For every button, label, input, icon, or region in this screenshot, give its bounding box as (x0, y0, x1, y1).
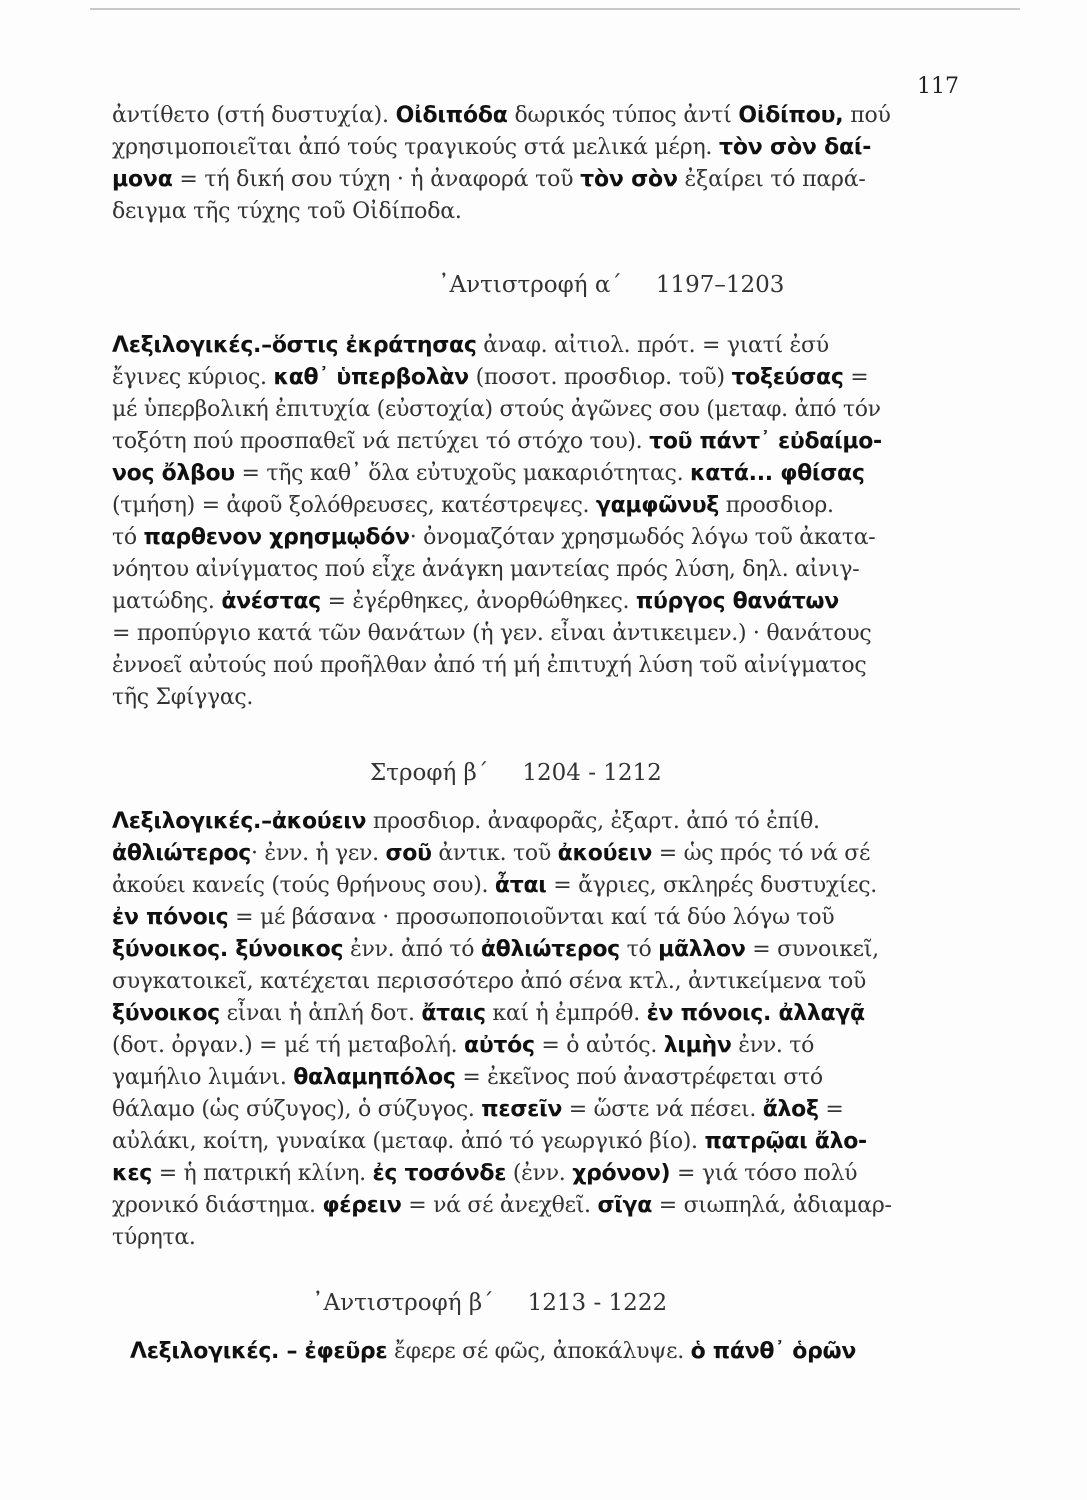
text-line (112, 1158, 942, 1190)
text-run: θάλαμο (ὡς σύζυγος), ὁ σύζυγος. (112, 1097, 482, 1122)
text-run: = ἄγριες, σκληρές δυστυχίες. (546, 873, 877, 898)
text-run: (δοτ. ὀργαν.) = μέ τή μεταβολή. (112, 1033, 465, 1058)
text-run: ἔγινες κύριος. (112, 365, 274, 390)
text-run: ἀντίθετο (στή δυστυχία). (112, 103, 396, 128)
text-run: προσδιορ. (718, 493, 834, 518)
text-line (112, 132, 942, 164)
text-run: τύρητα. (112, 1225, 196, 1250)
bold-term: ἀκούειν (271, 809, 367, 834)
text-line (112, 1030, 942, 1062)
bold-term: ἀνέστας (221, 589, 321, 614)
text-run: ματώδης. (112, 589, 222, 614)
text-run: πού (843, 103, 891, 128)
text-run: · ἐνν. ἡ γεν. (251, 841, 386, 866)
text-run: ἔφερε σέ φῶς, ἀποκάλυψε. (387, 1339, 691, 1364)
bold-term: τὸν σὸν (580, 167, 678, 192)
text-line (130, 1336, 960, 1368)
heading-label: ᾿Αντιστροφή β΄ (312, 1290, 494, 1316)
text-run: δωρικός τύπος ἀντί (507, 103, 739, 128)
text-run: μέ ὑπερβολική ἐπιτυχία (εὐστοχία) στούς ἀγῶνες σου (μεταφ. ἀπό τόν (112, 397, 881, 422)
text-line (112, 870, 942, 902)
text-run: = (843, 365, 869, 390)
text-run: = συνοικεῖ, (745, 937, 879, 962)
section-heading-antistrophe-b (312, 1290, 667, 1316)
text-line (112, 426, 942, 458)
bold-term: πατρῷαι ἄλο- (704, 1129, 867, 1154)
bold-term: καθ᾿ ὑπερβολὰν (273, 365, 469, 390)
bold-term: ὁ πάνθ᾿ ὁρῶν (690, 1339, 857, 1364)
section-heading-antistrophe-a (438, 272, 784, 298)
text-run: = ὥστε νά πέσει. (562, 1097, 763, 1122)
bold-term: νος ὄλβου (112, 461, 235, 486)
bold-term: Λεξιλογικές.– (112, 809, 272, 834)
text-run: ἀντικ. τοῦ (431, 841, 558, 866)
text-line (112, 1062, 942, 1094)
bold-term: ἐς τοσόνδε (372, 1161, 507, 1186)
bold-term: τὸν σὸν δαί- (719, 135, 872, 160)
page-number: 117 (917, 74, 959, 99)
paragraph-intro (112, 100, 942, 228)
text-line (112, 966, 942, 998)
text-run: συγκατοικεῖ, κατέχεται περισσότερο ἀπό σένα κτλ., ἀντικείμενα τοῦ (112, 969, 866, 994)
text-run: δειγμα τῆς τύχης τοῦ Οἰδίποδα. (112, 199, 462, 224)
text-line (112, 458, 942, 490)
text-run: εἶναι ἡ ἁπλή δοτ. (219, 1001, 422, 1026)
bold-term: μᾶλλον (658, 937, 746, 962)
text-line (112, 1190, 942, 1222)
text-run: τοξότη πού προσπαθεῖ νά πετύχει τό στόχο του). (112, 429, 650, 454)
heading-line-range: 1213 - 1222 (527, 1290, 668, 1316)
bold-term: ξύνοικος. ξύνοικος (112, 937, 344, 962)
bold-term: Οἰδιπόδα (395, 103, 508, 128)
bold-term: μονα (112, 167, 173, 192)
bold-term: κες (112, 1161, 153, 1186)
text-run: ἀναφ. αἰτιολ. πρότ. = γιατί ἐσύ (476, 333, 829, 358)
bold-term: κατά... φθίσας (689, 461, 865, 486)
text-run: αὐλάκι, κοίτη, γυναίκα (μεταφ. ἀπό τό γεωργικό βίο). (112, 1129, 705, 1154)
heading-line-range: 1197–1203 (655, 272, 785, 298)
bold-term: Λεξιλογικές. – (130, 1339, 305, 1364)
paragraph-lexical-antistrophe-a (112, 330, 942, 714)
text-run: = τή δική σου τύχη · ἡ ἀναφορά τοῦ (172, 167, 581, 192)
bold-term: ξύνοικος (112, 1001, 220, 1026)
bold-term: παρθενον χρησμῳδόν (143, 525, 410, 550)
bold-term: θαλαμηπόλος (293, 1065, 456, 1090)
text-line (112, 1094, 942, 1126)
top-edge-rule (90, 8, 1020, 10)
text-line (112, 490, 942, 522)
heading-line-range: 1204 - 1212 (522, 760, 662, 786)
text-line (112, 1222, 942, 1254)
text-run: τό (112, 525, 144, 550)
bold-term: τοξεύσας (731, 365, 844, 390)
text-line (112, 164, 942, 196)
text-run: = μέ βάσανα · προσωποποιοῦνται καί τά δύο λόγω τοῦ (228, 905, 835, 930)
bold-term: Λεξιλογικές.– (112, 333, 272, 358)
text-run: = (818, 1097, 844, 1122)
text-run: (τμήση) = ἀφοῦ ξολόθρευσες, κατέστρεψες. (112, 493, 596, 518)
bold-term: ἐν πόνοις (112, 905, 229, 930)
bold-term: φέρειν (322, 1193, 402, 1218)
text-run: τό (619, 937, 659, 962)
bold-term: γαμφῶνυξ (595, 493, 719, 518)
bold-term: ἀθλιώτερος (112, 841, 252, 866)
text-line (112, 682, 942, 714)
text-line (112, 196, 942, 228)
text-run: ἐνν. ἀπό τό (343, 937, 481, 962)
text-run: = ἡ πατρική κλίνη. (152, 1161, 373, 1186)
text-line (112, 902, 942, 934)
text-run: = ὡς πρός τό νά σέ (652, 841, 871, 866)
text-run: ἐξαίρει τό παρά- (677, 167, 866, 192)
text-line (112, 522, 942, 554)
bold-term: λιμὴν (663, 1033, 732, 1058)
heading-label: ᾿Αντιστροφή α΄ (438, 272, 622, 298)
text-line (112, 394, 942, 426)
bold-term: χρόνον) (572, 1161, 671, 1186)
text-run: χρονικό διάστημα. (112, 1193, 323, 1218)
text-line (112, 362, 942, 394)
text-run: γαμήλιο λιμάνι. (112, 1065, 294, 1090)
text-run: τῆς Σφίγγας. (112, 685, 254, 710)
text-line (112, 1126, 942, 1158)
bold-term: ἐφεῦρε (304, 1339, 388, 1364)
bold-term: τοῦ πάντ᾿ εὐδαίμο- (649, 429, 882, 454)
heading-label: Στροφή β΄ (370, 760, 489, 786)
bold-term: πύργος θανάτων (635, 589, 839, 614)
text-line (112, 838, 942, 870)
text-line (112, 998, 942, 1030)
text-run: ἀκούει κανείς (τούς θρήνους σου). (112, 873, 495, 898)
text-run: = σιωπηλά, ἀδιαμαρ- (652, 1193, 892, 1218)
text-run: ἐνν. τό (731, 1033, 815, 1058)
text-run: = ὁ αὐτός. (534, 1033, 664, 1058)
paragraph-lexical-strophe-b (112, 806, 942, 1254)
bold-term: ἀκούειν (557, 841, 653, 866)
text-run: = ἐγέρθηκες, ἀνορθώθηκες. (320, 589, 636, 614)
bold-term: ἐν πόνοις. ἀλλαγᾷ (646, 1001, 865, 1026)
text-run: = γιά τόσο πολύ (670, 1161, 858, 1186)
text-run: ἐννοεῖ αὐτούς πού προῆλθαν ἀπό τή μή ἐπιτυχή λύση τοῦ αἰνίγματος (112, 653, 867, 678)
bold-term: ἄλοξ (762, 1097, 819, 1122)
text-line (112, 806, 942, 838)
text-run: = νά σέ ἀνεχθεῖ. (401, 1193, 598, 1218)
text-run: · ὀνομαζόταν χρησμωδός λόγω τοῦ ἀκατα- (409, 525, 876, 550)
bold-term: σοῦ (385, 841, 432, 866)
bold-term: αὐτός (464, 1033, 535, 1058)
text-run: = ἐκεῖνος πού ἀναστρέφεται στό (455, 1065, 823, 1090)
text-line (112, 100, 942, 132)
section-heading-strophe-b (370, 760, 662, 786)
text-run: = τῆς καθ᾿ ὅλα εὐτυχοῦς μακαριότητας. (234, 461, 690, 486)
bold-term: ἀθλιώτερος (480, 937, 620, 962)
bold-term: ἆται (494, 873, 547, 898)
text-line (112, 586, 942, 618)
text-run: νόητου αἰνίγματος πού εἶχε ἀνάγκη μαντείας πρός λύση, δηλ. αἰνιγ- (112, 557, 860, 582)
text-line (112, 554, 942, 586)
text-line (112, 934, 942, 966)
text-run: καί ἡ ἐμπρόθ. (485, 1001, 647, 1026)
bold-term: Οἰδίπου, (738, 103, 844, 128)
paragraph-lexical-antistrophe-b (130, 1336, 960, 1368)
text-line (112, 650, 942, 682)
text-run: χρησιμοποιεῖται ἀπό τούς τραγικούς στά μελικά μέρη. (112, 135, 720, 160)
bold-term: ὅστις ἐκράτησας (271, 333, 477, 358)
text-line (112, 618, 942, 650)
text-run: (ἐνν. (506, 1161, 573, 1186)
text-run: = προπύργιο κατά τῶν θανάτων (ἡ γεν. εἶναι ἀντικειμεν.) · θανάτους (112, 621, 872, 646)
bold-term: ἄταις (421, 1001, 486, 1026)
text-run: (ποσοτ. προσδιορ. τοῦ) (468, 365, 732, 390)
bold-term: σῖγα (597, 1193, 653, 1218)
text-line (112, 330, 942, 362)
bold-term: πεσεῖν (481, 1097, 563, 1122)
text-run: προσδιορ. ἀναφορᾶς, ἐξαρτ. ἀπό τό ἐπίθ. (366, 809, 820, 834)
